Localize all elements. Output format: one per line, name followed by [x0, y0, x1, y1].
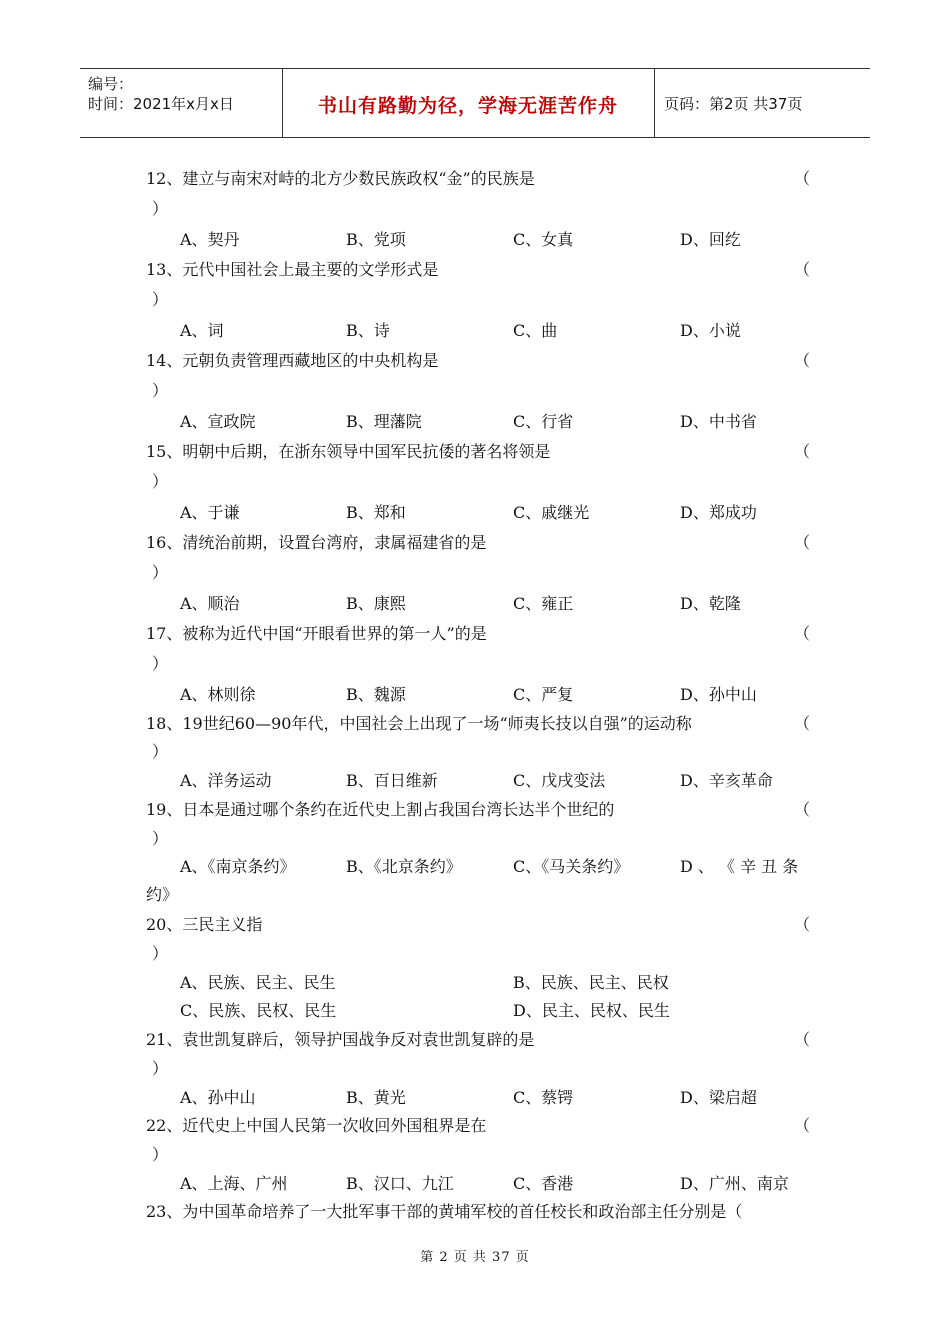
answer-paren-close: ）: [152, 563, 169, 582]
answer-paren-close: ）: [152, 290, 169, 309]
page-header: [80, 68, 870, 138]
answer-paren-close: ）: [152, 944, 169, 963]
answer-paren-close: ）: [152, 199, 169, 218]
option-a: A、于谦: [180, 503, 240, 522]
option-a: A、孙中山: [180, 1088, 256, 1107]
header-info-cell: [80, 69, 283, 137]
answer-paren-open: （: [794, 1030, 811, 1049]
option-d: D、小说: [680, 321, 741, 340]
option-b: B、汉口、九江: [346, 1174, 454, 1193]
question-20: 20、三民主义指: [146, 915, 263, 934]
question-19: 19、日本是通过哪个条约在近代史上割占我国台湾长达半个世纪的: [146, 800, 615, 819]
option-b: B、《北京条约》: [346, 857, 462, 876]
option-d: D、民主、民权、民生: [513, 1001, 670, 1020]
option-d: D、辛亥革命: [680, 771, 773, 790]
option-b: B、黄光: [346, 1088, 406, 1107]
motto-text: 书山有路勤为径，学海无涯苦作舟: [317, 95, 618, 117]
question-21: 21、袁世凯复辟后，领导护国战争反对袁世凯复辟的是: [146, 1030, 535, 1049]
question-15: 15、明朝中后期，在浙东领导中国军民抗倭的著名将领是: [146, 442, 551, 461]
option-a: A、宣政院: [180, 412, 256, 431]
answer-paren-open: （: [794, 260, 811, 279]
option-d: D 、 《 辛 丑 条: [680, 857, 799, 876]
answer-paren-close: ）: [152, 1059, 169, 1078]
question-22: 22、近代史上中国人民第一次收回外国租界是在: [146, 1116, 487, 1135]
option-a: A、民族、民主、民生: [180, 973, 336, 992]
answer-paren-close: ）: [152, 742, 169, 761]
option-a: A、词: [180, 321, 224, 340]
doc-number-label: 编号：: [88, 75, 134, 93]
option-b: B、党项: [346, 230, 406, 249]
option-a: A、林则徐: [180, 685, 256, 704]
option-c: C、雍正: [513, 594, 574, 613]
option-c: C、女真: [513, 230, 574, 249]
option-d: D、乾隆: [680, 594, 741, 613]
option-d: D、回纥: [680, 230, 741, 249]
option-b: B、康熙: [346, 594, 406, 613]
question-23: 23、为中国革命培养了一大批军事干部的黄埔军校的首任校长和政治部主任分别是（: [146, 1202, 743, 1221]
option-b: B、民族、民主、民权: [513, 973, 669, 992]
option-d: D、广州、南京: [680, 1174, 789, 1193]
answer-paren-close: ）: [152, 829, 169, 848]
question-14: 14、元朝负责管理西藏地区的中央机构是: [146, 351, 439, 370]
option-a: A、洋务运动: [180, 771, 272, 790]
option-c: C、民族、民权、民生: [180, 1001, 337, 1020]
question-18: 18、19世纪60—90年代，中国社会上出现了一场“师夷长技以自强”的运动称: [146, 714, 692, 733]
answer-paren-close: ）: [152, 472, 169, 491]
option-a: A、《南京条约》: [180, 857, 296, 876]
option-a: A、顺治: [180, 594, 240, 613]
option-b: B、百日维新: [346, 771, 438, 790]
header-page-cell: [654, 69, 870, 137]
answer-paren-open: （: [794, 915, 811, 934]
option-c: C、曲: [513, 321, 558, 340]
doc-date-label: 时间：2021年x月x日: [88, 95, 234, 113]
answer-paren-open: （: [794, 624, 811, 643]
option-d: D、孙中山: [680, 685, 757, 704]
page-footer: 第 2 页 共 37 页: [420, 1250, 530, 1265]
answer-paren-open: （: [794, 800, 811, 819]
option-b: B、郑和: [346, 503, 406, 522]
option-d-wrap: 约》: [146, 885, 179, 904]
option-c: C、戊戌变法: [513, 771, 606, 790]
answer-paren-open: （: [794, 533, 811, 552]
question-12: 12、建立与南宋对峙的北方少数民族政权“金”的民族是: [146, 169, 535, 188]
option-c: C、戚继光: [513, 503, 590, 522]
option-c: C、行省: [513, 412, 574, 431]
option-c: C、《马关条约》: [513, 857, 630, 876]
option-a: A、上海、广州: [180, 1174, 288, 1193]
option-b: B、魏源: [346, 685, 406, 704]
option-b: B、理藩院: [346, 412, 422, 431]
answer-paren-open: （: [794, 1116, 811, 1135]
option-b: B、诗: [346, 321, 390, 340]
answer-paren-close: ）: [152, 654, 169, 673]
answer-paren-open: （: [794, 169, 811, 188]
answer-paren-open: （: [794, 442, 811, 461]
option-d: D、中书省: [680, 412, 757, 431]
question-16: 16、清统治前期，设置台湾府，隶属福建省的是: [146, 533, 487, 552]
question-17: 17、被称为近代中国“开眼看世界的第一人”的是: [146, 624, 487, 643]
answer-paren-open: （: [794, 351, 811, 370]
option-d: D、郑成功: [680, 503, 757, 522]
page-code: 页码：第2页 共37页: [664, 95, 803, 113]
option-d: D、梁启超: [680, 1088, 757, 1107]
option-c: C、蔡锷: [513, 1088, 574, 1107]
answer-paren-open: （: [794, 714, 811, 733]
answer-paren-close: ）: [152, 381, 169, 400]
option-c: C、严复: [513, 685, 574, 704]
option-c: C、香港: [513, 1174, 574, 1193]
option-a: A、契丹: [180, 230, 240, 249]
header-motto-cell: [282, 69, 655, 137]
question-13: 13、元代中国社会上最主要的文学形式是: [146, 260, 439, 279]
answer-paren-close: ）: [152, 1145, 169, 1164]
